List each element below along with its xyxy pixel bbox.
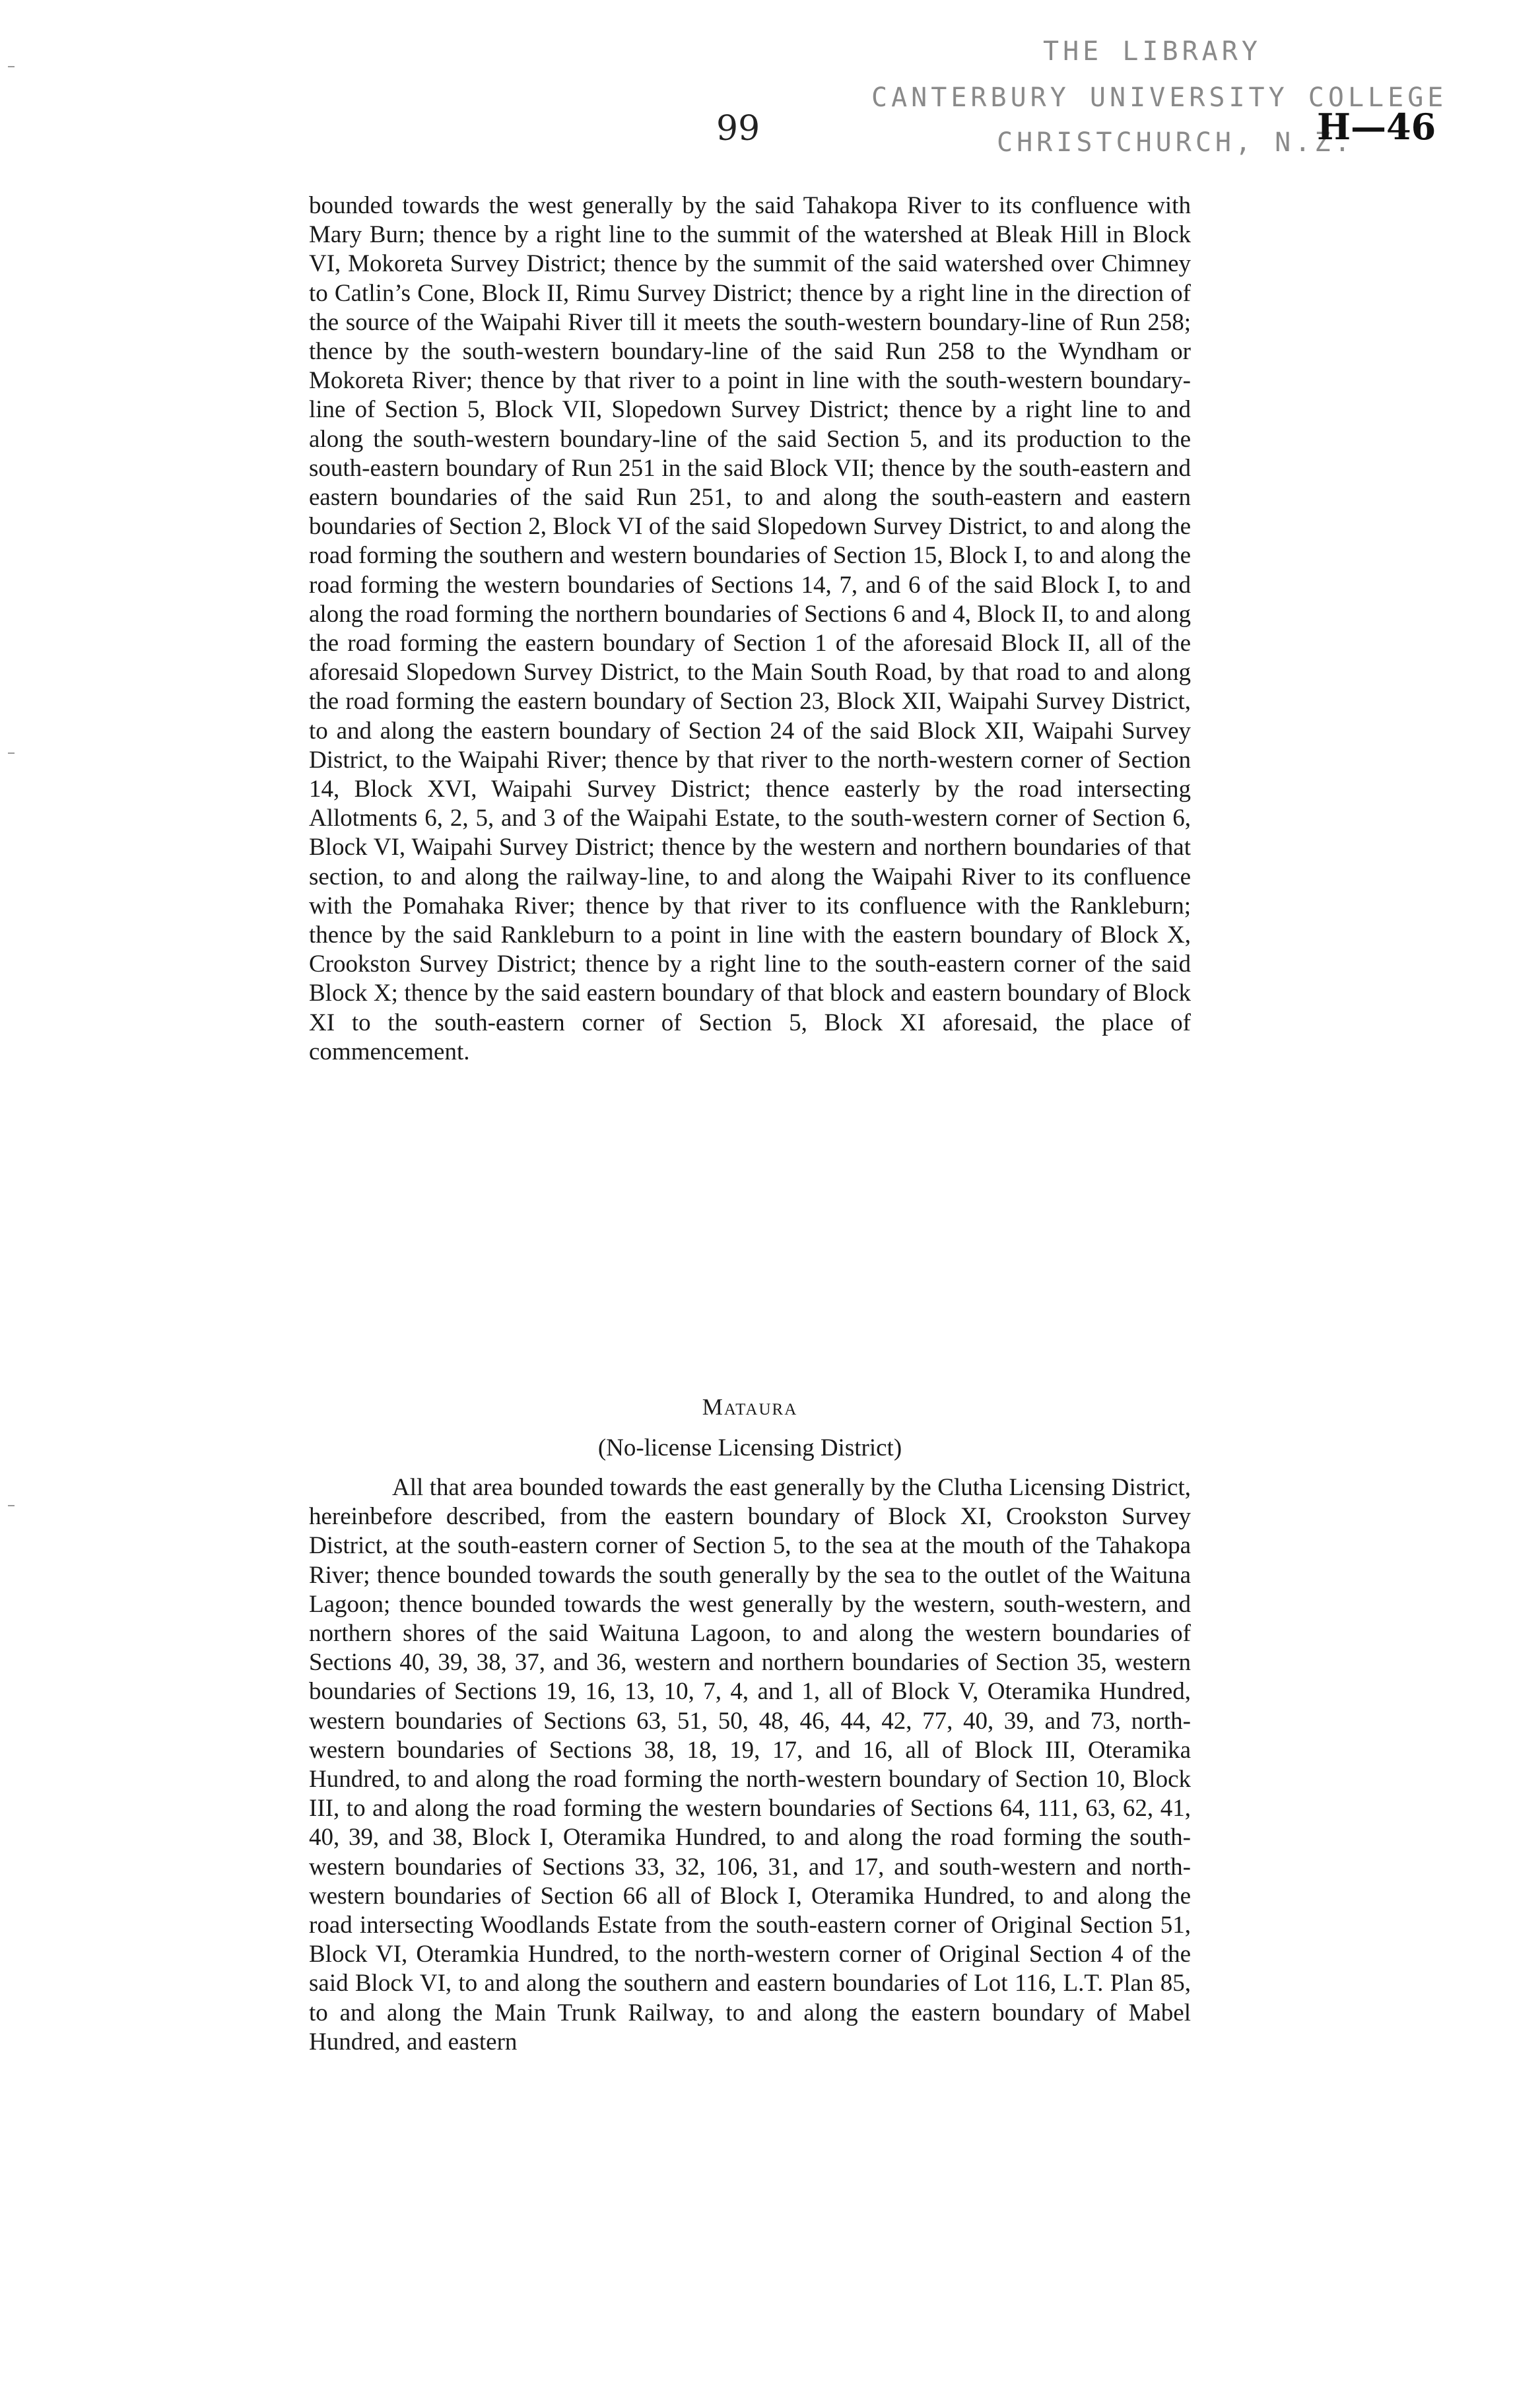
section-title-mataura: Mataura [702,1394,798,1420]
margin-mark [8,1505,15,1506]
clutha-boundary-paragraph: bounded towards the west generally by the said Tahakopa River to its confluence with Mary Burn; thence by a right line to the summit of the watershed at Bleak Hill in Block VI, Mokoreta Survey District; thence by the summit of the said watershed over Chimney to Catlin’s Cone, Block II, Rimu Survey District; thence by a right line in the direction of the source of the Waipahi River till it meets the south-western boundary-line of Run 258; thence by the south-western boundary-line of the said Run 258 to the Wyndham or Mokoreta River; thence by that river to a point in line with the south-western boundary-line of Section 5, Block VII, Slopedown Survey District; thence by a right line to and along the south-western boundary-line of the said Section 5, and its production to the south-eastern boundary of Run 251 in the said Block VII; thence by the south-eastern and eastern boundaries of the said Run 251, to and along the south-eastern and eastern boundaries of Section 2, Block VI of the said Slopedown Survey District, to and along the road forming the southern and western boundaries of Section 15, Block I, to and along the road forming the western boundaries of Sections 14, 7, and 6 of the said Block I, to and along the road forming the northern boundaries of Sections 6 and 4, Block II, to and along the road forming the eastern boundary of Section 1 of the aforesaid Block II, all of the aforesaid Slopedown Survey District, to the Main South Road, by that road to and along the road forming the eastern boundary of Section 23, Block XII, Waipahi Survey District, to and along the eastern boundary of Section 24 of the said Block XII, Waipahi Survey District, to the Waipahi River; thence by that river to the north-western corner of Section 14, Block XVI, Waipahi Survey District; thence easterly by the road intersecting Allotments 6, 2, 5, and 3 of the Waipahi Estate, to the south-western corner of Section 6, Block VI, Waipahi Survey District; thence by the western and northern boundaries of that section, to and along the railway-line, to and along the Waipahi River to its confluence with the Pomahaka River; thence by that river to its confluence with the Rankleburn; thence by the said Rankleburn to a point in line with the eastern boundary of Block X, Crookston Survey District; thence by a right line to the south-eastern corner of the said Block X; thence by the said eastern boundary of that block and eastern boundary of Block XI to the south-eastern corner of Section 5, Block XI aforesaid, the place of commencement. [309,192,1191,1065]
margin-mark [8,752,15,754]
margin-mark [8,66,15,67]
stamp-line-college: CANTERBURY UNIVERSITY COLLEGE [871,83,1448,113]
stamp-line-library: THE LIBRARY [1043,36,1261,67]
mataura-boundary-paragraph: All that area bounded towards the east generally by the Clutha Licensing District, hereinbefore described, from the eastern boundary of Block XI, Crookston Survey District, at the south-eastern corner of Section 5, to the sea at the mouth of the Tahakopa River; thence bounded towards the south generally by the sea to the outlet of the Waituna Lagoon; thence bounded towards the west generally by the western, south-western, and northern shores of the said Waituna Lagoon, to and along the western boundaries of Sections 40, 39, 38, 37, and 36, western and northern boundaries of Section 35, western boundaries of Sections 19, 16, 13, 10, 7, 4, and 1, all of Block V, Oteramika Hundred, western boundaries of Sections 63, 51, 50, 48, 46, 44, 42, 77, 40, 39, and 73, north-western boundaries of Sections 38, 18, 19, 17, and 16, all of Block III, Oteramika Hundred, to and along the road forming the north-western boundary of Section 10, Block III, to and along the road forming the western boundaries of Sections 64, 111, 63, 62, 41, 40, 39, and 38, Block I, Oteramika Hundred, to and along the road forming the south-western boundaries of Sections 33, 32, 106, 31, and 17, and south-western and north-western boundaries of Section 66 all of Block I, Oteramika Hundred, to and along the road intersecting Woodlands Estate from the south-eastern corner of Original Section 51, Block VI, Oteramkia Hundred, to the north-western corner of Original Section 4 of the said Block VI, to and along the southern and eastern boundaries of Lot 116, L.T. Plan 85, to and along the Main Trunk Railway, to and along the eastern boundary of Mabel Hundred, and eastern [309,1474,1191,2056]
document-reference: H—46 [1317,106,1436,148]
page-number: 99 [716,109,760,149]
stamp-line-city: CHRISTCHURCH, N.Z. [997,127,1355,158]
section-subtitle: (No-license Licensing District) [597,1434,902,1461]
